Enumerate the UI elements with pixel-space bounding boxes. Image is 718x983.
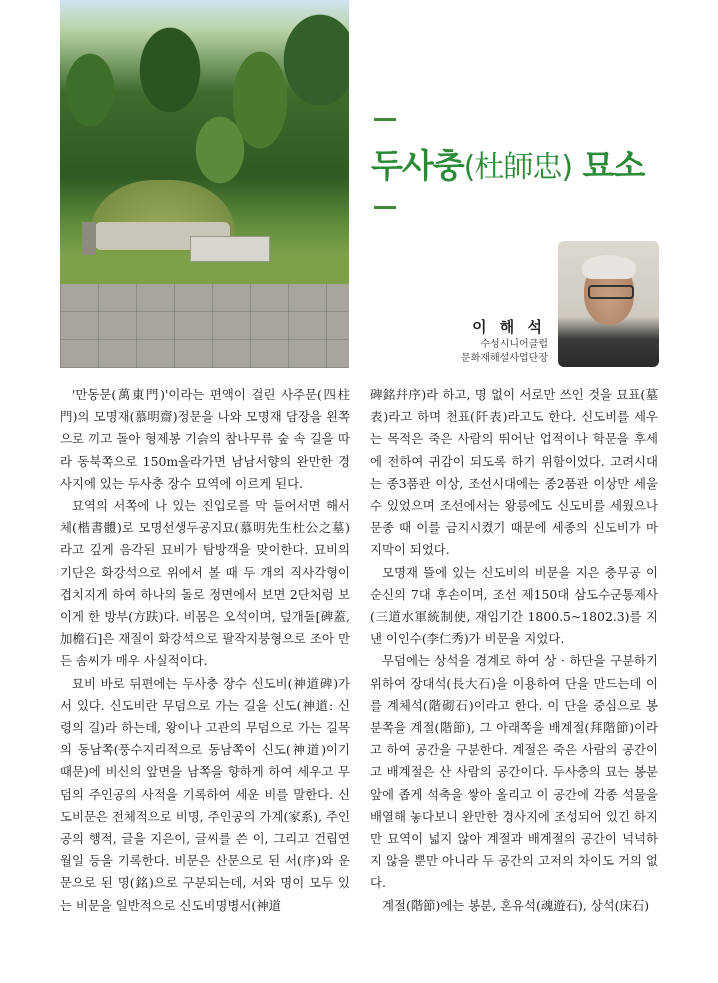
author-glasses	[588, 285, 634, 299]
paragraph: 계절(階節)에는 봉분, 혼유석(魂遊石), 상석(床石)	[382, 897, 650, 913]
paragraph: 모명재 뜰에 있는 신도비의 비문을 지은 충무공 이순신의 7대 후손이며, 조선 제150대 삼도수군통제사(三道水軍統制使, 재임기간 1800.5~1802.3)를 지낸 이인수(李仁秀)가 비문을 지었다.	[370, 564, 658, 647]
author-portrait	[558, 241, 659, 367]
article-column-right	[370, 384, 658, 917]
stone-table	[190, 236, 270, 262]
paragraph: 묘역의 서쪽에 나 있는 진입로를 막 들어서면 해서체(楷書體)로 모명선생두공지묘(慕明先生杜公之墓)라고 깊게 음각된 묘비가 탐방객을 맞이한다. 묘비의 기단은 화강석으로 위에서 볼 때 두 개의 직사각형이 겹치지게 하여 하나의 돌로 정면에서 보면 2단처럼 보이게 한 방부(方趺)다. 비몸은 오석이며, 덮개돌[碑蓋, 加檐石]은 재질이 화강석으로 팔작지붕형으로 조아 만든 솜씨가 매우 사실적이다.	[60, 498, 350, 669]
author-affiliation: 수성시니어클럽 문화재해설사업단장	[461, 339, 548, 364]
tomb-photo	[60, 0, 349, 368]
stone-wall	[60, 284, 349, 368]
article-column-left	[60, 384, 350, 917]
title-dash-bottom	[374, 206, 396, 209]
paragraph: 무덤에는 상석을 경계로 하여 상 · 하단을 구분하기 위하여 장대석(長大石)을 이용하여 단을 만드는데 이를 계체석(階砌石)이라고 한다. 이 단을 중심으로 봉분쪽을 계절(階節), 그 아래쪽을 배계절(拜階節)이라고 하여 공간을 구분한다. 계절은 죽은 사람의 공간이고 배계절은 산 사람의 공간이다. 두사충의 묘는 봉분 앞에 좁게 석축을 쌓아 올리고 이 공간에 각종 석물을 배열해 놓다보니 완만한 경사지에 조성되어 있긴 하지만 묘역이 넓지 않아 계절과 배계절의 공간이 넉넉하지 않을 뿐만 아니라 두 공간의 고저의 차이도 거의 없다.	[370, 653, 658, 891]
author-name: 이 해 석	[472, 318, 546, 336]
paragraph: 묘비 바로 뒤편에는 두사충 장수 신도비(神道碑)가 서 있다. 신도비란 무덤으로 가는 길을 신도(神道: 신령의 길)라 하는데, 왕이나 고관의 무덤으로 가는 길목의 동남쪽(풍수지리적으로 동남쪽이 신도(神道)이기 때문)에 비신의 앞면을 남쪽을 향하게 하여 세우고 무덤의 주인공의 사적을 기록하여 세운 비를 말한다. 신도비문은 전체적으로 비명, 주인공의 가계(家系), 주인공의 행적, 글을 지은이, 글씨를 쓴 이, 그리고 건립연월일 등을 기록한다. 비문은 산문으로 된 서(序)와 운문으로 된 명(銘)으로 구분되는데, 서와 명이 모두 있는 비문을 일반적으로 신도비명병서(神道	[60, 675, 350, 913]
page-title: 두사충(杜師忠) 묘소	[371, 146, 645, 185]
title-dash-top	[374, 118, 396, 121]
paragraph: '만동문(萬東門)'이라는 편액이 걸린 사주문(四柱門)의 모명재(慕明齋)정문을 나와 모명재 담장을 왼쪽으로 끼고 돌아 형제봉 기슭의 참나무류 숲 속 길을 따라 동북쪽으로 150m올라가면 남남서향의 완만한 경사지에 있는 두사충 장수 묘역에 이르게 된다.	[60, 387, 350, 491]
paragraph: 碑銘幷序)라 하고, 명 없이 서로만 쓰인 것을 묘표(墓表)라고 하며 천표(阡表)라고도 한다. 신도비를 세우는 목적은 죽은 사람의 뛰어난 업적이나 학문을 후세에 전하여 귀감이 되도록 하기 위함이었다. 고려시대는 종3품관 이상, 조선시대에는 종2품관 이상만 세울 수 있었으며 조선에서는 왕릉에도 신도비를 세웠으나 문종 때 이를 금지시켰기 때문에 세종의 신도비가 마지막이 되었다.	[370, 387, 658, 558]
author-hair	[582, 255, 636, 279]
